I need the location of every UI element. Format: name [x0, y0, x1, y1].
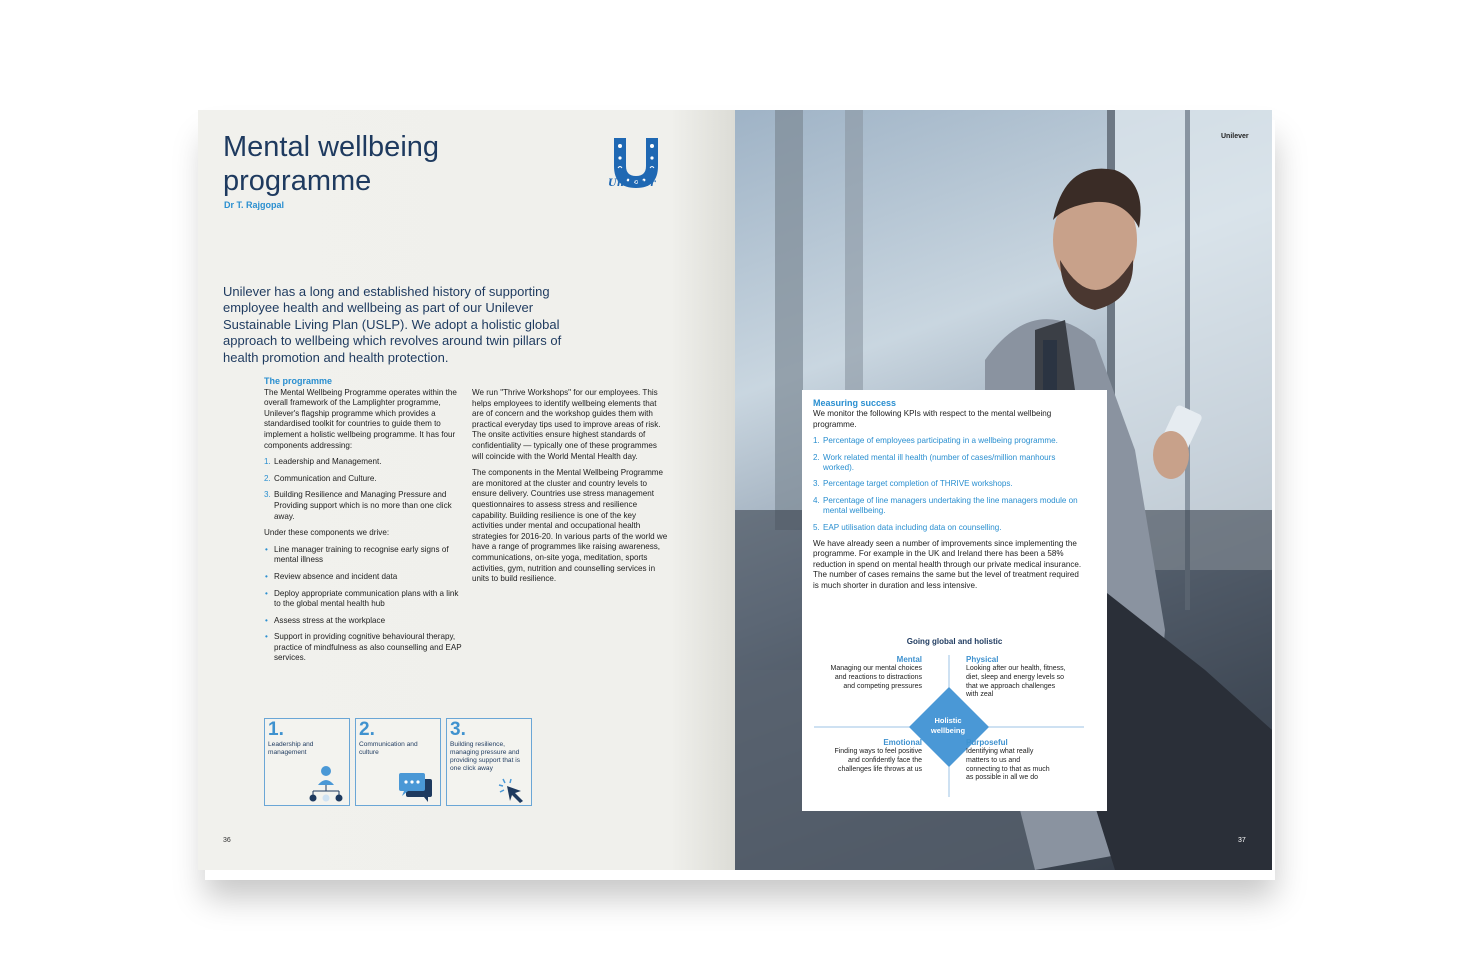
cursor-click-icon [497, 777, 527, 805]
list-item [813, 453, 1085, 474]
page-number-right: 37 [1238, 837, 1246, 844]
list-item-text: Building Resilience and Managing Pressure and Providing support which is no more than one click away. [274, 490, 452, 521]
list-item [264, 632, 462, 664]
list-item-text: EAP utilisation data including data on counselling. [823, 522, 1002, 532]
chat-bubbles-icon [398, 771, 434, 803]
list-number: 4. [813, 495, 820, 505]
list-item-text: Percentage of employees participating in a wellbeing programme. [823, 436, 1058, 446]
list-number: 2. [264, 473, 271, 483]
list-number: 5. [813, 522, 820, 532]
list-item [264, 474, 462, 485]
list-item-text: Communication and Culture. [274, 473, 377, 483]
column-1 [264, 376, 462, 670]
list-item [264, 490, 462, 522]
list-item [264, 616, 462, 627]
list-item [813, 479, 1085, 489]
bullet-icon: • [265, 571, 268, 581]
list-number: 3. [813, 479, 820, 489]
thrive-paragraph: We run "Thrive Workshops" for our employees. This helps employees to identify wellbeing elements that are of concern and the workshop guides them with practical everyday tips used to improve areas of risk. The onsite activities ensure highest standards of confidentiality — typically one of these programmes will coincide with the World Mental Health day. [472, 388, 661, 461]
quadrant-physical-heading: Physical [966, 655, 999, 664]
bullet-icon: • [265, 544, 268, 554]
list-item-text: Percentage target completion of THRIVE workshops. [823, 479, 1013, 489]
quadrant-purposeful-text: Identifying what really matters to us and connecting to that as much as possible in all we do [966, 748, 1050, 782]
bullet-icon: • [265, 632, 268, 642]
list-item-text: Review absence and incident data [274, 571, 398, 581]
list-number: 1. [813, 436, 820, 446]
component-box-resilience [446, 718, 532, 806]
list-item-text: Support in providing cognitive behavioural therapy, practice of mindfulness as also counselling and EAP services. [274, 632, 462, 663]
box-text: Building resilience, managing pressure and providing support that is one click away [450, 741, 521, 772]
box-text: Communication and culture [359, 741, 418, 756]
box-number: 2. [359, 719, 375, 740]
component-box-leadership [264, 718, 350, 806]
programme-heading: The programme [264, 376, 333, 386]
list-item [813, 496, 1085, 517]
quadrant-physical-text: Looking after our health, fitness, diet, sleep and energy levels so that we approach challenges with zeal [966, 665, 1066, 699]
intro-paragraph: Unilever has a long and established history of supporting employee health and wellbeing as part of our Unilever Sustainable Living Plan (USLP). We adopt a holistic global approach to wellbeing which revolves around twin pillars of health promotion and health protection. [223, 284, 562, 365]
measuring-success-panel [802, 390, 1107, 811]
brand-header: Unilever [1221, 133, 1249, 140]
page-number-left: 36 [223, 837, 231, 844]
left-page [198, 110, 735, 870]
list-item-text: Work related mental ill health (number of cases/million manhours worked). [823, 452, 1056, 473]
list-number: 3. [264, 490, 271, 500]
components-list [264, 457, 462, 522]
list-item-text: Deploy appropriate communication plans with a link to the global mental health hub [274, 588, 459, 609]
bullet-icon: • [265, 615, 268, 625]
drive-intro: Under these components we drive: [264, 528, 390, 538]
right-page [735, 110, 1272, 870]
box-number: 3. [450, 719, 466, 740]
author-byline: Dr T. Rajgopal [224, 200, 285, 210]
list-number: 2. [813, 452, 820, 462]
list-item-text: Line manager training to recognise early signs of mental illness [274, 544, 449, 565]
list-item [264, 545, 462, 566]
kpi-list [813, 436, 1085, 533]
title-line-1: Mental wellbeing [223, 131, 440, 163]
list-item [813, 523, 1085, 533]
list-number: 1. [264, 457, 271, 467]
measuring-heading: Measuring success [813, 398, 897, 408]
logo-wordmark: Unilever [608, 178, 656, 189]
diamond-label-line2: wellbeing [930, 725, 966, 735]
drive-list [264, 545, 462, 664]
diagram-title: Going global and holistic [906, 637, 1003, 646]
diamond-label-line1: Holistic [934, 716, 962, 725]
component-box-communication [355, 718, 441, 806]
quadrant-emotional-heading: Emotional [883, 738, 922, 747]
list-item-text: Assess stress at the workplace [274, 615, 386, 625]
quadrant-emotional-text: Finding ways to feel positive and confidently face the challenges life throws at us [834, 748, 922, 773]
org-chart-icon [309, 763, 347, 803]
measuring-intro: We monitor the following KPIs with respect to the mental wellbeing programme. [813, 409, 1052, 429]
list-item [264, 572, 462, 583]
quadrant-purposeful-heading: Purposeful [966, 738, 1008, 747]
list-item [264, 457, 462, 468]
page-title [223, 130, 553, 198]
components-paragraph: The components in the Mental Wellbeing Programme are monitored at the cluster and country levels to ensure delivery. Countries use stress management questionnaires to assess stress and resilience capability. Building resilience is one of the key activities under mental and occupational health strategies for 2016-20. In various parts of the world we have a range of programmes like raising awareness, communications, on-site yoga, meditation, sports activities, gym, nutrition and counselling services in units to build resilience. [472, 468, 668, 584]
list-item [813, 436, 1085, 446]
box-text: Leadership and management [268, 741, 314, 756]
list-item-text: Leadership and Management. [274, 457, 382, 467]
programme-paragraph: The Mental Wellbeing Programme operates within the overall framework of the Lamplighter programme, Unilever's flagship programme which provides a standardised toolkit for countries to guide them to implement a holistic wellbeing programme. It has four components addressing: [264, 387, 457, 450]
diamond-label [930, 716, 966, 735]
column-2 [472, 388, 668, 591]
bullet-icon: • [265, 588, 268, 598]
quadrant-mental-text: Managing our mental choices and reactions to distractions and competing pressures [830, 665, 922, 690]
list-item-text: Percentage of line managers undertaking the line managers module on mental wellbeing. [823, 495, 1078, 516]
improvements-paragraph: We have already seen a number of improvements since implementing the programme. For example in the UK and Ireland there has been a 58% reduction in spend on mental health through our private medical insurance. The number of cases remains the same but the level of treatment required is much shorter in duration and less intensive. [813, 539, 1082, 590]
quadrant-mental-heading: Mental [896, 655, 922, 664]
holistic-wellbeing-diagram [814, 655, 1086, 805]
box-number: 1. [268, 719, 284, 740]
list-item [264, 589, 462, 610]
title-line-2: programme [223, 165, 372, 197]
